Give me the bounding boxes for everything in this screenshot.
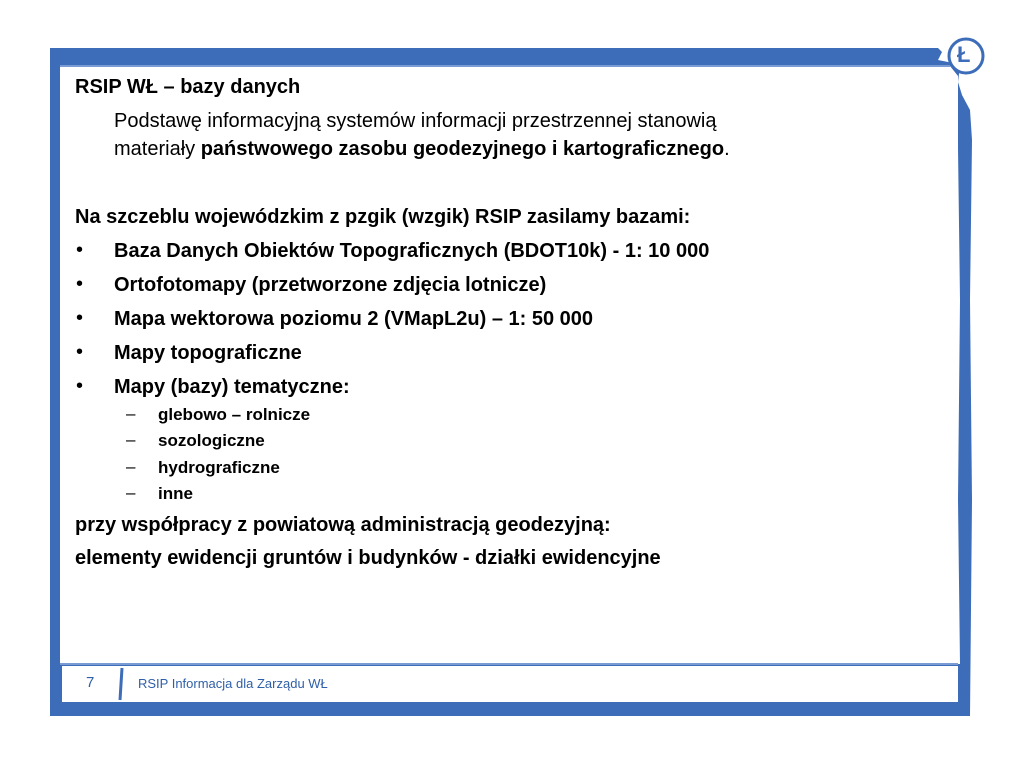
sub-list-item: inne (158, 484, 193, 503)
footer-title: RSIP Informacja dla Zarządu WŁ (138, 676, 328, 691)
bullet-marker: • (76, 375, 84, 397)
bullet-marker: • (76, 307, 84, 329)
bullet-marker: • (76, 239, 84, 261)
dash-marker: – (126, 430, 136, 449)
bullet-marker: • (76, 341, 84, 363)
list-item: Ortofotomapy (przetworzone zdjęcia lotnicze) (114, 274, 547, 296)
regional-heading: Na szczeblu wojewódzkim z pzgik (wzgik) RSIP zasilamy bazami: (75, 206, 691, 228)
list-item: Mapy (bazy) tematyczne: (114, 376, 350, 398)
intro-bold-text: państwowego zasobu geodezyjnego i kartograficznego (200, 138, 725, 160)
dash-marker: – (126, 404, 136, 423)
intro-period: . (724, 138, 730, 160)
list-item: Baza Danych Obiektów Topograficznych (BDOT10k) - 1: 10 000 (114, 240, 710, 262)
intro-line-2 (114, 138, 730, 161)
intro-text: materiały (114, 138, 201, 160)
list-item: Mapy topograficzne (114, 342, 302, 364)
cooperation-line: przy współpracy z powiatową administracją geodezyjną: (75, 514, 611, 536)
sub-list-item: sozologiczne (158, 431, 265, 450)
list-item: Mapa wektorowa poziomu 2 (VMapL2u) – 1: 50 000 (114, 308, 594, 330)
logo-letter: Ł (957, 42, 971, 67)
intro-line-1: Podstawę informacyjną systemów informacji przestrzennej stanowią (114, 110, 717, 132)
page-number: 7 (86, 674, 95, 691)
records-line: elementy ewidencji gruntów i budynków - działki ewidencyjne (75, 547, 661, 569)
dash-marker: – (126, 483, 136, 502)
bullet-marker: • (76, 273, 84, 295)
sub-list-item: hydrograficzne (158, 458, 280, 477)
dash-marker: – (126, 457, 136, 476)
sub-list-item: glebowo – rolnicze (158, 405, 311, 424)
slide-title: RSIP WŁ – bazy danych (75, 76, 301, 98)
